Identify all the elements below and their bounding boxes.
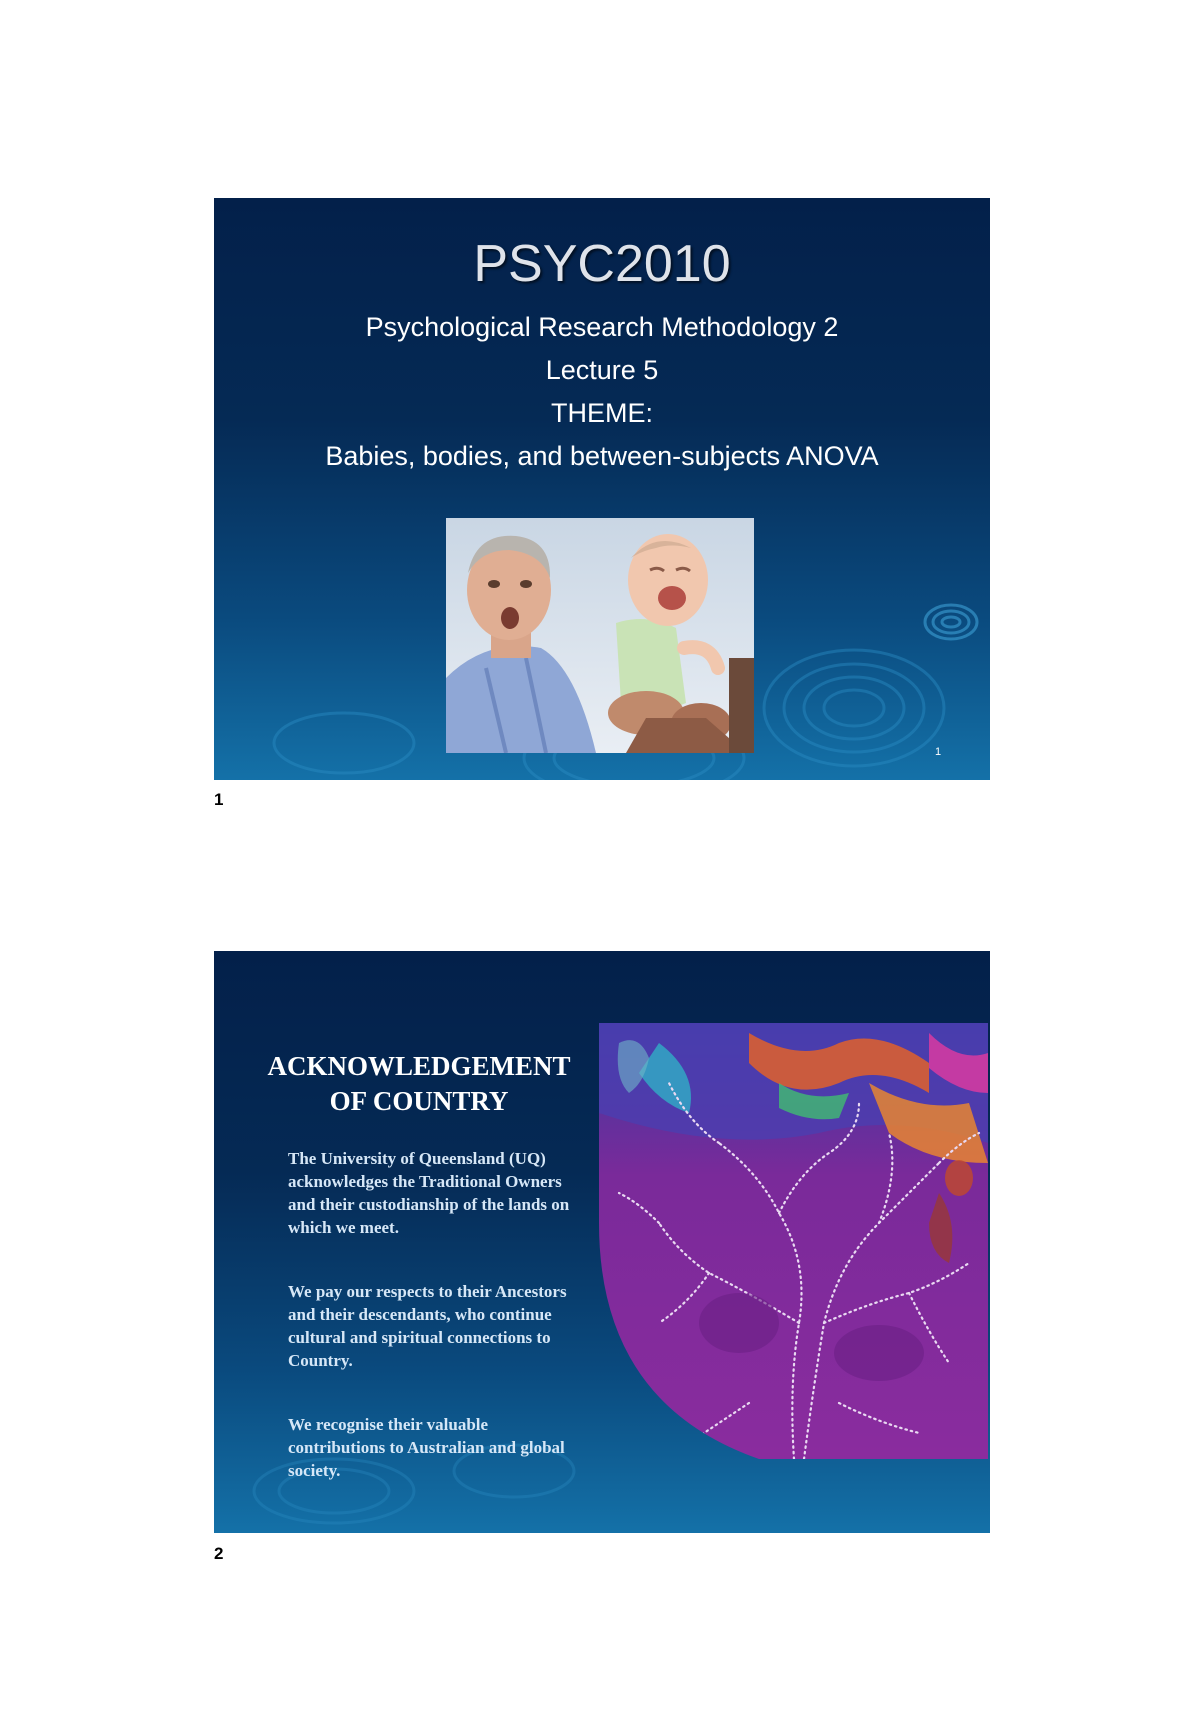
aboriginal-dot-painting-artwork xyxy=(599,1023,988,1459)
lecture-number: Lecture 5 xyxy=(545,355,659,385)
acknowledgement-heading xyxy=(244,1049,594,1119)
heading-line-2: OF COUNTRY xyxy=(329,1086,509,1116)
course-code-title: PSYC2010 xyxy=(473,235,731,293)
paragraph-traditional-owners: The University of Queensland (UQ) acknowledges the Traditional Owners and their custodianship of the lands on which we meet. xyxy=(288,1149,570,1237)
paragraph-contributions: We recognise their valuable contributions to Australian and global society. xyxy=(288,1415,565,1480)
theme-label: THEME: xyxy=(550,398,653,428)
page-number: 2 xyxy=(214,1544,224,1563)
acknowledgement-body xyxy=(288,1147,578,1523)
slide-2 xyxy=(214,951,990,1533)
man-holding-crying-baby-photo xyxy=(446,518,754,753)
heading-line-1: ACKNOWLEDGEMENT xyxy=(267,1051,571,1081)
page-number: 1 xyxy=(214,790,224,809)
paragraph-respects: We pay our respects to their Ancestors and their descendants, who continue cultural and spiritual connections to Country. xyxy=(288,1282,567,1370)
theme-text: Babies, bodies, and between-subjects ANOVA xyxy=(325,441,879,471)
lecture-subtitle xyxy=(214,306,990,478)
slide-1 xyxy=(214,198,990,780)
slide-number: 1 xyxy=(935,746,942,758)
course-name: Psychological Research Methodology 2 xyxy=(365,312,839,342)
